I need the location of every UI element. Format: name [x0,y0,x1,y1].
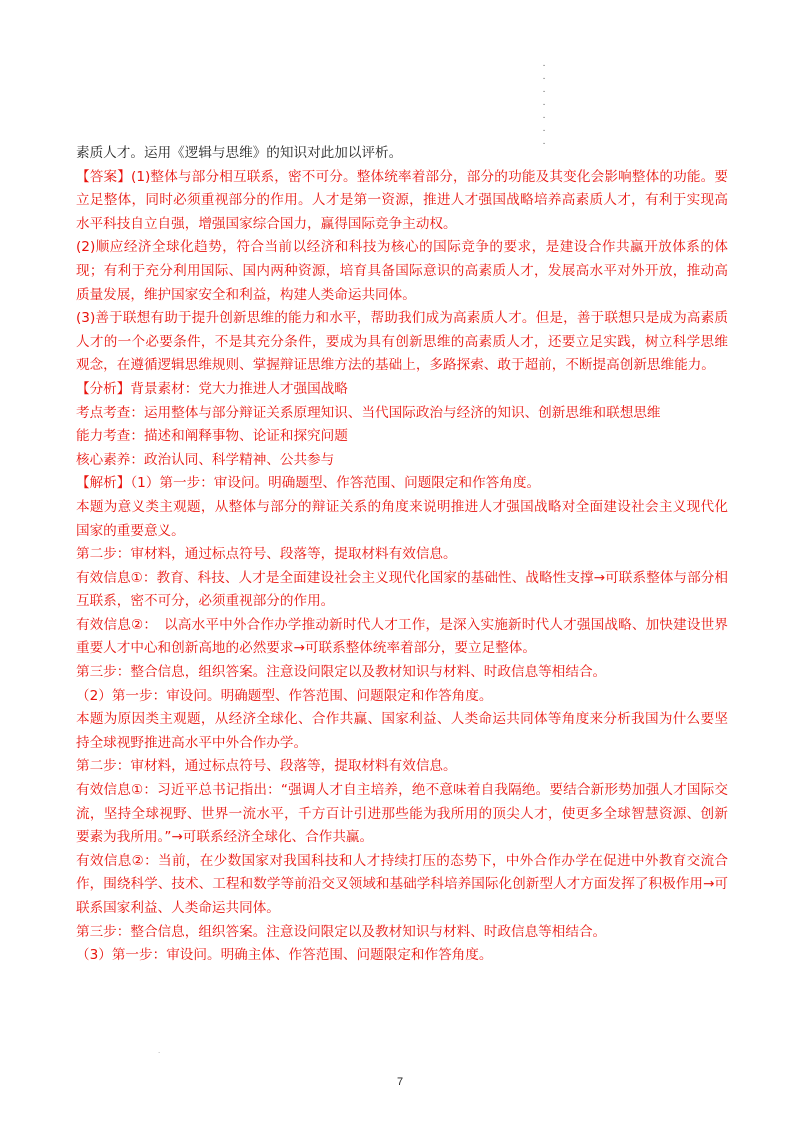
paragraph-text: (3)善于联想有助于提升创新思维的能力和水平，帮助我们成为高素质人才。但是，善于联想只是成为高素质人才的一个必要条件，不是其充分条件，要成为具有创新思维的高素质人才，还要立足实践，树立科学思维观念，在遵循逻辑思维规则、掌握辩证思维方法的基础上，多路探索、敢于超前，不断提高创新思维能力。 [76,310,728,374]
arrow-icon: → [171,829,183,846]
paragraph-text: 可联系整体与部分相互联系，密不可分，必须重视部分的作用。 [76,569,729,610]
paragraph [76,921,728,945]
header-dot: . [542,59,546,69]
paragraph [76,166,728,237]
paragraph [76,402,728,426]
paragraph-text: (2)顺应经济全球化趋势，符合当前以经济和科技为核心的国际竞争的要求，是建设合作共赢开放体系的体现；有利于充分利用国际、国内两种资源，培育具备国际意识的高素质人才，发展高水平对外开放，推动高质量发展，维护国家安全和利益，构建人类命运共同体。 [76,239,728,303]
header-dot: . [542,111,546,121]
header-dot: . [542,137,546,147]
paragraph [76,755,728,779]
arrow-icon: → [593,569,606,586]
header-dot: . [542,124,546,134]
header-dots [541,58,547,149]
footer-mark: . [158,1047,161,1055]
header-dot: . [542,98,546,108]
paragraph-text: （3）第一步：审设问。明确主体、作答范围、问题限定和作答角度。 [76,947,493,964]
paragraph [76,449,728,473]
paragraph-text: 有效信息②： 以高水平中外合作办学推动新时代人才工作，是深入实施新时代人才强国战略、加快建设世界重要人才中心和创新高地的必然要求 [76,616,728,657]
paragraph-text: 本题为原因类主观题，从经济全球化、合作共赢、国家利益、人类命运共同体等角度来分析我国为什么要坚持全球视野推进高水平中外合作办学。 [76,711,728,751]
header-dot: . [542,85,546,95]
paragraph [76,425,728,449]
paragraph [76,567,728,614]
paragraph-text: （2）第一步：审设问。明确题型、作答范围、问题限定和作答角度。 [76,687,493,704]
paragraph [76,496,728,543]
paragraph [76,236,728,307]
paragraph-text: 第二步：审材料，通过标点符号、段落等，提取材料有效信息。 [76,546,457,563]
paragraph-text: 【分析】背景素材：党大力推进人才强国战略 [76,380,348,397]
paragraph [76,142,728,166]
paragraph [76,944,728,968]
paragraph-text: 核心素养：政治认同、科学精神、公共参与 [76,451,335,468]
paragraph-text: 【解析】（1）第一步：审设问。明确题型、作答范围、问题限定和作答角度。 [76,475,541,492]
paragraph-text: 可联系整体统率着部分，要立足整体。 [304,640,536,657]
paragraph-text: 第三步：整合信息，组织答案。注意设问限定以及教材知识与材料、时政信息等相结合。 [76,664,607,681]
page-number: 7 [396,1076,404,1088]
arrow-icon: → [293,640,305,657]
paragraph-text: 可联系国家利益、人类命运共同体。 [76,876,729,916]
paragraph-text: 有效信息①：习近平总书记指出：“强调人才自主培养，绝不意味着自我隔绝。要结合新形势加强人才国际交流，坚持全球视野、世界一流水平，千方百计引进那些能为我所用的顶尖人才，使更多全球智慧资源、创新要素为我所用。” [76,782,728,846]
paragraph-text: 有效信息②：当前，在少数国家对我国科技和人才持续打压的态势下，中外合作办学在促进中外教育交流合作，围绕科学、技术、工程和数学等前沿交叉领域和基础学科培养国际化创新型人才方面发挥了积极作用 [76,852,728,893]
paragraph-text: 第二步：审材料，通过标点符号、段落等，提取材料有效信息。 [76,758,457,775]
paragraph [76,472,728,496]
paragraph-text: 有效信息①：教育、科技、人才是全面建设社会主义现代化国家的基础性、战略性支撑 [76,569,594,586]
paragraph [76,779,728,850]
paragraph-text: 【答案】(1)整体与部分相互联系，密不可分。整体统率着部分，部分的功能及其变化会影响整体的功能。要立足整体，同时必须重视部分的作用。人才是第一资源，推进人才强国战略培养高素质人才，有利于实现高水平科技自立自强，增强国家综合国力，赢得国际竞争主动权。 [76,168,728,232]
paragraph-text: 考点考查：运用整体与部分辩证关系原理知识、当代国际政治与经济的知识、创新思维和联想思维 [76,404,661,421]
paragraph [76,307,728,378]
paragraph-text: 能力考查：描述和阐释事物、论证和探究问题 [76,428,348,445]
header-dot: . [542,72,546,82]
paragraph-text: 可联系经济全球化、合作共赢。 [182,829,374,846]
paragraph [76,378,728,402]
paragraph [76,614,728,661]
paragraph [76,543,728,567]
arrow-icon: → [702,876,715,893]
paragraph [76,661,728,685]
paragraph-text: 本题为意义类主观题，从整体与部分的辩证关系的角度来说明推进人才强国战略对全面建设社会主义现代化国家的重要意义。 [76,498,728,539]
paragraph-text: 素质人才。运用《逻辑与思维》的知识对此加以评析。 [76,145,403,161]
paragraph [76,685,728,709]
paragraph-text: 第三步：整合信息，组织答案。注意设问限定以及教材知识与材料、时政信息等相结合。 [76,923,607,940]
paragraph [76,708,728,755]
paragraph [76,850,728,921]
document-body [76,142,728,968]
